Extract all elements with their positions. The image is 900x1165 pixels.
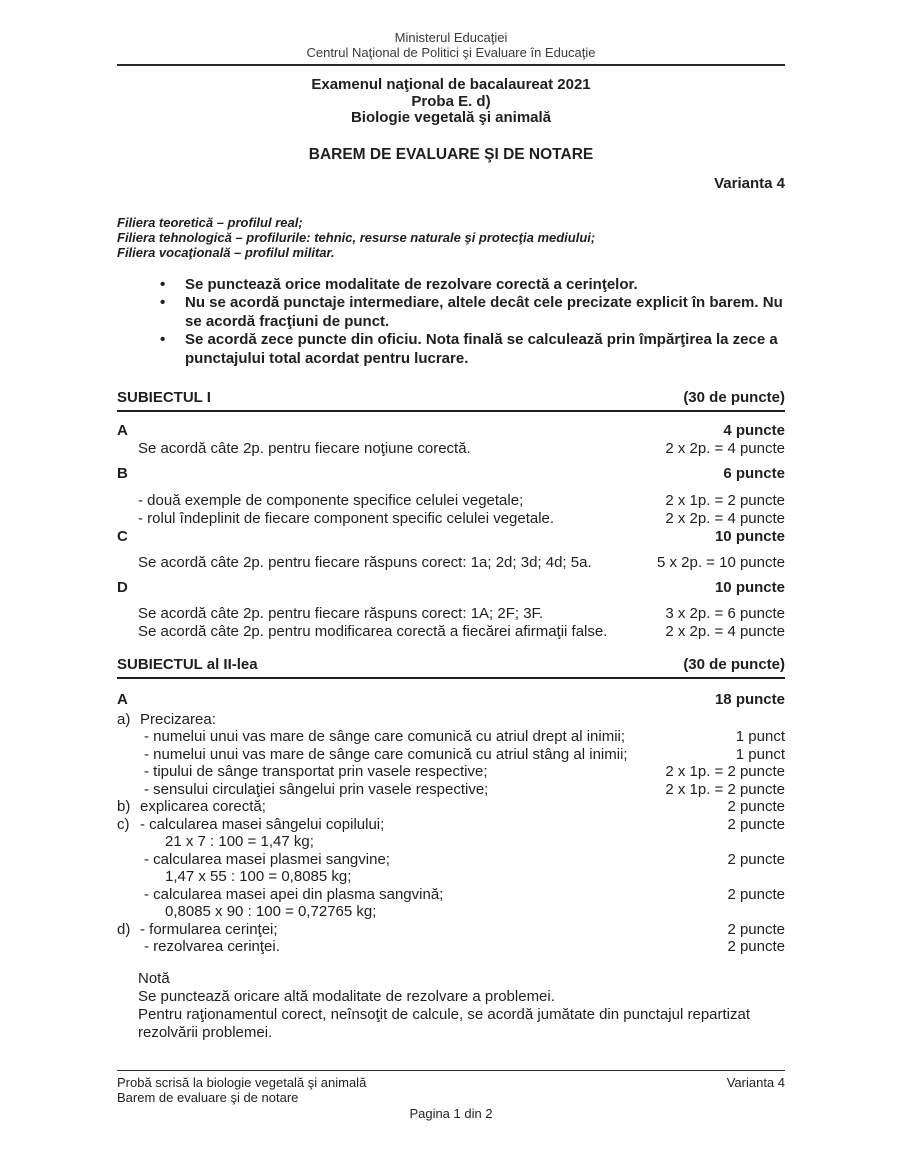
rule-item [117,276,785,295]
subject1-title: SUBIECTUL I [117,389,211,406]
subject1-points: (30 de puncte) [683,389,785,406]
criterion-points: 1 punct [735,745,785,763]
criterion-points: 3 x 2p. = 6 puncte [665,605,785,622]
criterion-text: - calcularea masei plasmei sangvine; [144,850,390,868]
rule-item [117,331,785,368]
score-row [117,886,785,904]
criterion-points: 2 x 1p. = 2 puncte [665,780,785,798]
section-points: 10 puncte [714,579,785,596]
subject-title: Biologie vegetală şi animală [350,109,552,126]
rule-item [117,294,785,331]
note-title: Notă [138,969,170,987]
page-number: Pagina 1 din 2 [409,1106,493,1121]
rule-text: Se acordă zece puncte din oficiu. Nota finală se calculează prin împărţirea la zece a punctajului total acordat pentru lucrare. [185,331,778,367]
filiera-line: Filiera vocaţională – profilul militar. [117,244,335,260]
section-points: 6 puncte [723,465,785,482]
variant-label: Varianta 4 [714,174,785,192]
calculation-line: 1,47 x 55 : 100 = 0,8085 kg; [165,868,352,885]
criterion-points: 2 x 1p. = 2 puncte [665,492,785,509]
score-row [117,921,785,939]
section-label: B [117,465,128,482]
score-row [117,763,785,781]
note-line: Se punctează oricare altă modalitate de rezolvare a problemei. [138,987,555,1005]
score-row [117,938,785,956]
score-row [117,746,785,764]
page-footer [117,1070,785,1121]
criterion-points: 2 puncte [727,815,785,833]
criterion-text: - numelui unui vas mare de sânge care comunică cu atriul drept al inimii; [144,728,626,745]
subject2-points: (30 de puncte) [683,656,785,673]
bullet-icon: • [160,294,166,311]
footer-variant: Varianta 4 [726,1075,785,1090]
score-row [117,440,785,458]
section-row-a2 [117,691,785,709]
criterion-text: - rezolvarea cerinţei. [144,938,280,955]
score-row [117,798,785,816]
score-row [117,623,785,641]
ministry-name: Ministerul Educaţiei [394,30,508,45]
score-row [117,510,785,528]
criterion-text: - sensului circulaţiei sângelui prin vasele respective; [144,780,489,798]
criterion-points: 2 puncte [727,798,785,815]
section-label: A [117,691,128,708]
footer-barem: Barem de evaluare şi de notare [117,1090,299,1105]
note-line: Pentru raţionamentul corect, neînsoţit de calcule, se acordă jumătate din punctajul repartizat rezolvării problemei. [138,1005,751,1041]
rule-text: Nu se acordă punctaje intermediare, altele decât cele precizate explicit în barem. Nu se acordă fracţiuni de punct. [185,294,783,330]
subject1-heading [117,389,785,412]
filiera-block [117,215,785,260]
criterion-text: - rolul îndeplinit de fiecare component specific celulei vegetale. [138,510,555,527]
criterion-text: - calcularea masei apei din plasma sangvină; [144,885,444,903]
section-row-a [117,422,785,440]
footer-proba: Probă scrisă la biologie vegetală şi animală [117,1075,367,1090]
filiera-line: Filiera tehnologică – profilurile: tehnic, resurse naturale şi protecţia mediului; [117,229,596,245]
criterion-text: explicarea corectă; [140,798,266,815]
criterion-text: - două exemple de componente specifice celulei vegetale; [138,492,524,509]
criterion-text: - formularea cerinţei; [140,920,278,938]
score-row [117,816,785,834]
header-divider [117,64,785,66]
criterion-points: 2 puncte [727,885,785,903]
criterion-points: 2 x 2p. = 4 puncte [665,440,785,457]
score-row [117,492,785,510]
section-row-d [117,579,785,597]
criterion-text: - numelui unui vas mare de sânge care comunică cu atriul stâng al inimii; [144,745,628,763]
item-marker: d) [117,920,131,938]
item-marker: b) [117,798,131,815]
score-row [117,605,785,623]
document-header [117,30,785,60]
criterion-text: - calcularea masei sângelui copilului; [140,815,385,833]
criterion-text: Se acordă câte 2p. pentru fiecare răspuns corect: 1A; 2F; 3F. [138,605,544,622]
item-marker: c) [117,815,130,833]
section-points: 4 puncte [723,422,785,439]
section-row-b [117,465,785,483]
criterion-text: Se acordă câte 2p. pentru fiecare răspuns corect: 1a; 2d; 3d; 4d; 5a. [138,554,592,571]
note-block [117,970,785,1042]
subject2-title: SUBIECTUL al II-lea [117,656,258,673]
footer-row [117,1075,785,1090]
section-row-c [117,528,785,546]
criterion-text: Precizarea: [140,710,216,728]
criterion-points: 2 x 1p. = 2 puncte [665,763,785,780]
criterion-text: Se acordă câte 2p. pentru fiecare noţiune corectă. [138,440,471,457]
criterion-points: 2 x 2p. = 4 puncte [665,623,785,640]
score-row [117,851,785,869]
title-block [117,77,785,127]
rule-text: Se punctează orice modalitate de rezolvare corectă a cerinţelor. [185,275,638,293]
score-row [117,554,785,572]
score-row [117,728,785,746]
filiera-line: Filiera teoretică – profilul real; [117,214,303,230]
section-points: 18 puncte [714,691,785,708]
bullet-icon: • [160,331,166,348]
criterion-text: Se acordă câte 2p. pentru modificarea corectă a fiecărei afirmaţii false. [138,623,608,640]
criterion-text: - tipului de sânge transportat prin vasele respective; [144,763,488,780]
section-label: C [117,528,128,545]
calculation-line: 21 x 7 : 100 = 1,47 kg; [165,833,314,850]
section-label: D [117,579,128,596]
rules-list [117,276,785,369]
proba-title: Proba E. d) [411,92,491,110]
criterion-points: 2 puncte [727,850,785,868]
center-name: Centrul Naţional de Politici şi Evaluare în Educaţie [306,45,596,60]
item-marker: a) [117,710,131,728]
subject2-heading [117,656,785,679]
barem-title: BAREM DE EVALUARE ŞI DE NOTARE [308,145,594,163]
bullet-icon: • [160,275,166,293]
criterion-points: 1 punct [735,728,785,745]
section-label: A [117,422,128,439]
score-row [117,781,785,799]
criterion-points: 2 x 2p. = 4 puncte [665,510,785,527]
criterion-points: 5 x 2p. = 10 puncte [656,554,785,571]
calculation-line: 0,8085 x 90 : 100 = 0,72765 kg; [165,903,377,920]
criterion-points: 2 puncte [727,938,785,955]
criterion-points: 2 puncte [727,920,785,938]
score-row [117,711,785,729]
section-points: 10 puncte [714,528,785,545]
exam-title: Examenul naţional de bacalaureat 2021 [311,76,591,93]
